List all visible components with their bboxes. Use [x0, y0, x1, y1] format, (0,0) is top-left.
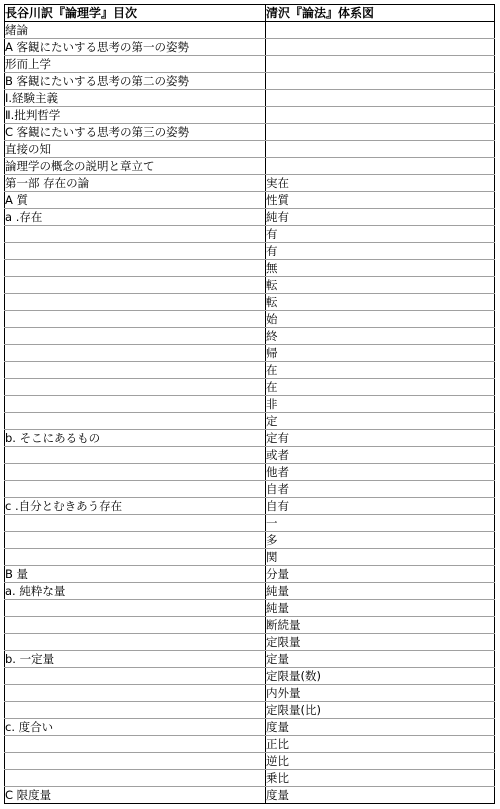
cell-left[interactable] — [5, 277, 266, 294]
table-row — [5, 617, 495, 634]
cell-right-text: 自有 — [266, 499, 289, 513]
table-row — [5, 651, 495, 668]
cell-left[interactable] — [5, 787, 266, 804]
cell-right-text: 定限量(数) — [266, 669, 321, 683]
cell-right[interactable] — [266, 56, 495, 73]
cell-left[interactable] — [5, 345, 266, 362]
cell-left[interactable] — [5, 107, 266, 124]
cell-left[interactable] — [5, 141, 266, 158]
cell-right-text: 有 — [266, 244, 278, 258]
table-row — [5, 515, 495, 532]
cell-left[interactable] — [5, 668, 266, 685]
cell-left-text: A 客観にたいする思考の第一の姿勢 — [5, 40, 190, 54]
cell-left[interactable] — [5, 719, 266, 736]
cell-right[interactable] — [266, 430, 495, 447]
table-row — [5, 192, 495, 209]
table-row — [5, 566, 495, 583]
cell-left-text: C 限度量 — [5, 788, 52, 802]
cell-right-text: 分量 — [266, 567, 289, 581]
cell-left-text: 論理学の概念の説明と章立て — [5, 159, 155, 173]
table-row — [5, 379, 495, 396]
cell-right[interactable] — [266, 736, 495, 753]
table-row — [5, 22, 495, 39]
cell-right[interactable] — [266, 668, 495, 685]
cell-right[interactable] — [266, 634, 495, 651]
cell-right-text: 始 — [266, 312, 278, 326]
cell-right[interactable] — [266, 311, 495, 328]
cell-right[interactable] — [266, 73, 495, 90]
table-row — [5, 549, 495, 566]
cell-right[interactable] — [266, 753, 495, 770]
table-row — [5, 73, 495, 90]
cell-left[interactable] — [5, 685, 266, 702]
table-row — [5, 277, 495, 294]
cell-right[interactable] — [266, 192, 495, 209]
cell-left[interactable] — [5, 481, 266, 498]
table-row — [5, 328, 495, 345]
table-row — [5, 175, 495, 192]
cell-left[interactable] — [5, 413, 266, 430]
table-row — [5, 158, 495, 175]
table-body — [5, 5, 495, 804]
table-row — [5, 39, 495, 56]
cell-left[interactable] — [5, 56, 266, 73]
table-row — [5, 498, 495, 515]
cell-left[interactable] — [5, 39, 266, 56]
table-row — [5, 770, 495, 787]
cell-right[interactable] — [266, 532, 495, 549]
cell-right-text: 実在 — [266, 176, 289, 190]
cell-right-text: 転 — [266, 278, 278, 292]
cell-left[interactable] — [5, 260, 266, 277]
cell-right[interactable] — [266, 294, 495, 311]
cell-left[interactable] — [5, 549, 266, 566]
table-row — [5, 685, 495, 702]
cell-right-text: 終 — [266, 329, 278, 343]
cell-right[interactable] — [266, 379, 495, 396]
cell-right-text: 有 — [266, 227, 278, 241]
cell-right[interactable] — [266, 141, 495, 158]
cell-left[interactable] — [5, 566, 266, 583]
cell-left[interactable] — [5, 753, 266, 770]
cell-right[interactable] — [266, 107, 495, 124]
cell-left[interactable] — [5, 447, 266, 464]
header-left-text: 長谷川訳『論理学』目次 — [5, 6, 138, 20]
cell-right-text: 転 — [266, 295, 278, 309]
table-row — [5, 481, 495, 498]
cell-right-text: 自者 — [266, 482, 289, 496]
table-row — [5, 668, 495, 685]
cell-right-text: 乗比 — [266, 771, 289, 785]
cell-left[interactable] — [5, 396, 266, 413]
cell-right[interactable] — [266, 651, 495, 668]
cell-right[interactable] — [266, 260, 495, 277]
cell-left-text: 緒論 — [5, 23, 28, 37]
cell-left-text: Ⅱ.批判哲学 — [5, 108, 61, 122]
table-row — [5, 702, 495, 719]
cell-left[interactable] — [5, 430, 266, 447]
cell-right-text: 無 — [266, 261, 278, 275]
table-row — [5, 413, 495, 430]
cell-left[interactable] — [5, 532, 266, 549]
cell-right[interactable] — [266, 209, 495, 226]
cell-left[interactable] — [5, 617, 266, 634]
cell-right-text: 純量 — [266, 584, 289, 598]
cell-left[interactable] — [5, 328, 266, 345]
cell-right[interactable] — [266, 498, 495, 515]
cell-left[interactable] — [5, 73, 266, 90]
cell-right-text: 帰 — [266, 346, 278, 360]
cell-left[interactable] — [5, 736, 266, 753]
table-row — [5, 226, 495, 243]
cell-right[interactable] — [266, 226, 495, 243]
table-row — [5, 260, 495, 277]
table-row — [5, 736, 495, 753]
table-row — [5, 56, 495, 73]
table-row — [5, 447, 495, 464]
cell-right-text: 純有 — [266, 210, 289, 224]
cell-left-text: b. 一定量 — [5, 652, 55, 666]
cell-left[interactable] — [5, 770, 266, 787]
cell-right[interactable] — [266, 362, 495, 379]
cell-right-text: 定 — [266, 414, 278, 428]
cell-left[interactable] — [5, 498, 266, 515]
cell-left[interactable] — [5, 192, 266, 209]
table-row — [5, 243, 495, 260]
cell-left-text: B 量 — [5, 567, 29, 581]
cell-left-text: c. 度合い — [5, 720, 54, 734]
cell-right[interactable] — [266, 702, 495, 719]
cell-left-text: B 客観にたいする思考の第二の姿勢 — [5, 74, 190, 88]
cell-right-text: 定限量(比) — [266, 703, 321, 717]
table-row — [5, 634, 495, 651]
header-right-text: 清沢『論法』体系図 — [266, 6, 375, 20]
cell-right[interactable] — [266, 22, 495, 39]
cell-right[interactable] — [266, 396, 495, 413]
cell-right-text: 純量 — [266, 601, 289, 615]
cell-right-text: 定量 — [266, 652, 289, 666]
table-row — [5, 464, 495, 481]
table-row — [5, 141, 495, 158]
cell-right[interactable] — [266, 787, 495, 804]
cell-right[interactable] — [266, 464, 495, 481]
table-row — [5, 90, 495, 107]
cell-left[interactable] — [5, 175, 266, 192]
cell-right[interactable] — [266, 277, 495, 294]
cell-right-text: 多 — [266, 533, 278, 547]
cell-right[interactable] — [266, 617, 495, 634]
cell-left-text: a. 純粋な量 — [5, 584, 66, 598]
cell-left[interactable] — [5, 22, 266, 39]
cell-right[interactable] — [266, 90, 495, 107]
cell-right-text: 内外量 — [266, 686, 301, 700]
cell-right-text: 度量 — [266, 788, 289, 802]
cell-right[interactable] — [266, 345, 495, 362]
table-row — [5, 107, 495, 124]
table-row — [5, 124, 495, 141]
cell-left[interactable] — [5, 90, 266, 107]
cell-right[interactable] — [266, 719, 495, 736]
cell-left[interactable] — [5, 243, 266, 260]
cell-left[interactable] — [5, 634, 266, 651]
cell-right[interactable] — [266, 481, 495, 498]
cell-right[interactable] — [266, 413, 495, 430]
cell-left-text: b. そこにあるもの — [5, 431, 101, 445]
cell-left[interactable] — [5, 362, 266, 379]
table-row — [5, 294, 495, 311]
comparison-table — [4, 4, 495, 804]
cell-left-text: 形而上学 — [5, 57, 51, 71]
cell-right-text: 定有 — [266, 431, 289, 445]
cell-right-text: 在 — [266, 363, 278, 377]
cell-left[interactable] — [5, 124, 266, 141]
cell-right[interactable] — [266, 175, 495, 192]
cell-right-text: 関 — [266, 550, 278, 564]
cell-left[interactable] — [5, 158, 266, 175]
cell-left[interactable] — [5, 464, 266, 481]
cell-left[interactable] — [5, 702, 266, 719]
cell-left[interactable] — [5, 600, 266, 617]
table-row — [5, 209, 495, 226]
cell-right[interactable] — [266, 328, 495, 345]
cell-right-text: 性質 — [266, 193, 289, 207]
cell-right[interactable] — [266, 158, 495, 175]
header-row — [5, 5, 495, 22]
table-row — [5, 311, 495, 328]
table-row — [5, 719, 495, 736]
cell-left[interactable] — [5, 226, 266, 243]
cell-left-text: C 客観にたいする思考の第三の姿勢 — [5, 125, 190, 139]
cell-left[interactable] — [5, 311, 266, 328]
cell-right[interactable] — [266, 243, 495, 260]
cell-left-text: 第一部 存在の論 — [5, 176, 90, 190]
cell-left[interactable] — [5, 294, 266, 311]
cell-right[interactable] — [266, 583, 495, 600]
cell-right[interactable] — [266, 549, 495, 566]
cell-right-text: 断続量 — [266, 618, 301, 632]
cell-left-text: a .存在 — [5, 210, 43, 224]
cell-left[interactable] — [5, 583, 266, 600]
cell-right-text: 正比 — [266, 737, 289, 751]
cell-left[interactable] — [5, 515, 266, 532]
cell-right-text: 非 — [266, 397, 278, 411]
table-row — [5, 600, 495, 617]
cell-right[interactable] — [266, 39, 495, 56]
header-cell-right[interactable] — [266, 5, 495, 22]
cell-left-text: Ⅰ.経験主義 — [5, 91, 59, 105]
table-row — [5, 787, 495, 804]
cell-left[interactable] — [5, 209, 266, 226]
cell-right-text: 度量 — [266, 720, 289, 734]
cell-left-text: c .自分とむきあう存在 — [5, 499, 123, 513]
cell-right-text: 定限量 — [266, 635, 301, 649]
table-row — [5, 753, 495, 770]
table-row — [5, 532, 495, 549]
table-row — [5, 583, 495, 600]
cell-right[interactable] — [266, 770, 495, 787]
cell-left[interactable] — [5, 379, 266, 396]
cell-right-text: 他者 — [266, 465, 289, 479]
header-cell-left[interactable] — [5, 5, 266, 22]
cell-left[interactable] — [5, 651, 266, 668]
cell-right-text: 一 — [266, 516, 278, 530]
cell-right-text: 逆比 — [266, 754, 289, 768]
cell-right[interactable] — [266, 600, 495, 617]
cell-right[interactable] — [266, 685, 495, 702]
table-row — [5, 396, 495, 413]
cell-right[interactable] — [266, 447, 495, 464]
cell-right[interactable] — [266, 566, 495, 583]
cell-right[interactable] — [266, 124, 495, 141]
table-row — [5, 362, 495, 379]
spreadsheet-sheet — [4, 4, 494, 804]
table-row — [5, 345, 495, 362]
cell-left-text: A 質 — [5, 193, 29, 207]
cell-right-text: 或者 — [266, 448, 289, 462]
table-row — [5, 430, 495, 447]
cell-right-text: 在 — [266, 380, 278, 394]
cell-right[interactable] — [266, 515, 495, 532]
cell-left-text: 直接の知 — [5, 142, 51, 156]
